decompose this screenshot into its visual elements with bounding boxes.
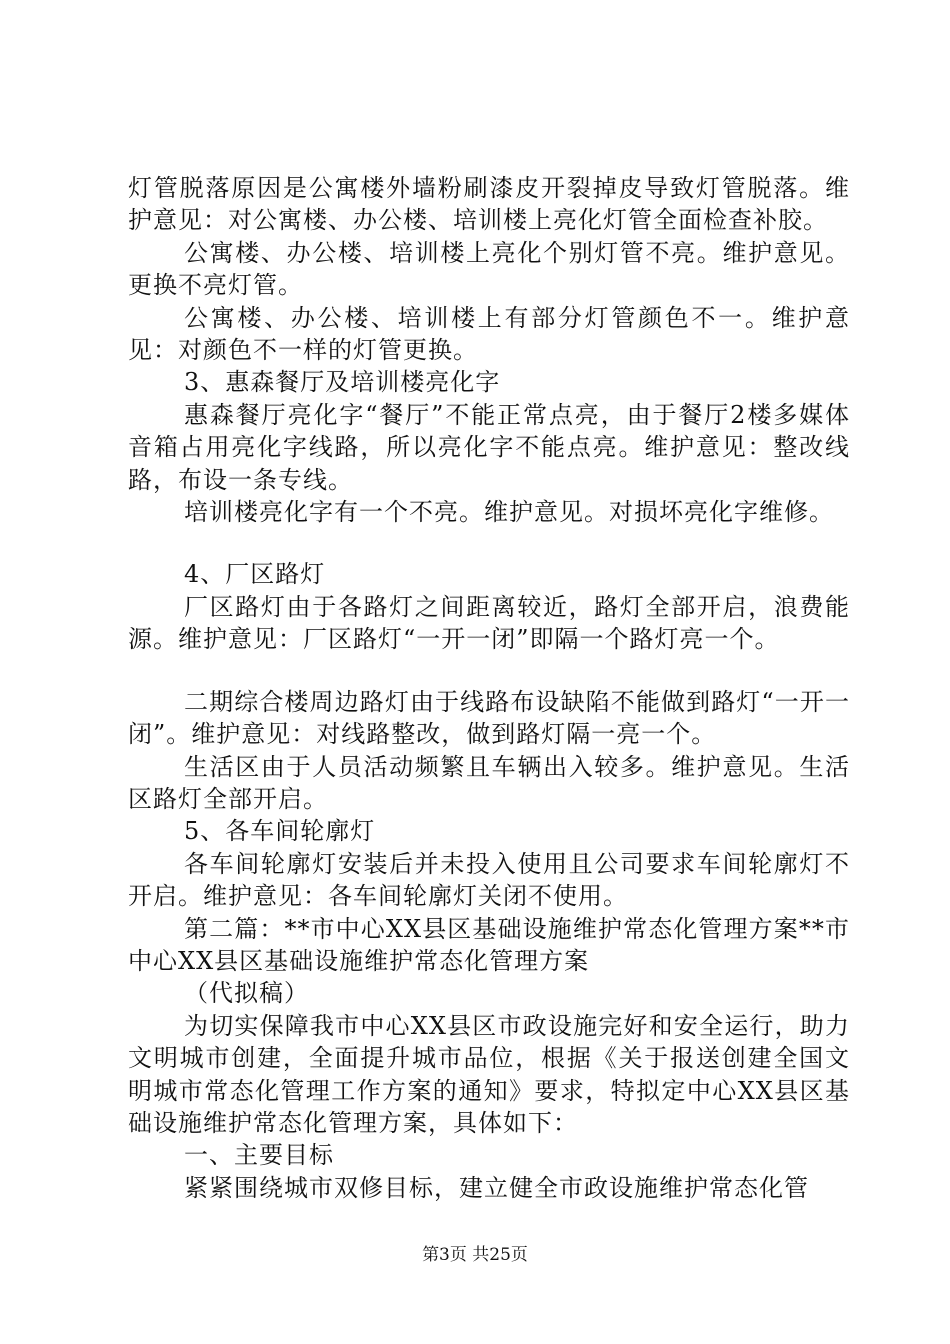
section-heading-3: 3、惠森餐厅及培训楼亮化字 [184, 368, 501, 397]
paragraph-17: 紧紧围绕城市双修目标，建立健全市政设施维护常态化管 [184, 1173, 809, 1202]
paragraph-6: 培训楼亮化字有一个不亮。维护意见。对损坏亮化字维修。 [184, 498, 834, 527]
paragraph-5: 惠森餐厅亮化字“餐厅”不能正常点亮，由于餐厅2楼多媒体音箱占用亮化字线路，所以亮化字不能点亮。维护意见：整改线路，布设一条专线。 [128, 400, 850, 494]
section-heading-5: 5、各车间轮廓灯 [184, 817, 376, 846]
document-body [128, 172, 850, 1204]
page-number-footer: 第3页 共25页 [422, 1245, 528, 1265]
draft-note: （代拟稿） [184, 979, 309, 1008]
paragraph-15: 为切实保障我市中心XX县区市政设施完好和安全运行，助力文明城市创建，全面提升城市品位，根据《关于报送创建全国文明城市常态化管理工作方案的通知》要求，特拟定中心XX县区基础设施维护常态化管理方案，具体如下： [128, 1011, 850, 1137]
paragraph-1: 灯管脱落原因是公寓楼外墙粉刷漆皮开裂掉皮导致灯管脱落。维护意见：对公寓楼、办公楼、培训楼上亮化灯管全面检查补胶。 [128, 174, 850, 235]
section-heading-main-goals: 一、主要目标 [184, 1141, 334, 1170]
paragraph-9: 二期综合楼周边路灯由于线路布设缺陷不能做到路灯“一开一闭”。维护意见：对线路整改，做到路灯隔一亮一个。 [128, 687, 850, 749]
paragraph-12: 各车间轮廓灯安装后并未投入使用且公司要求车间轮廓灯不开启。维护意见：各车间轮廓灯关闭不使用。 [128, 849, 850, 911]
paragraph-3: 公寓楼、办公楼、培训楼上有部分灯管颜色不一。维护意见：对颜色不一样的灯管更换。 [128, 303, 850, 365]
section-heading-4: 4、厂区路灯 [184, 560, 326, 589]
chapter-title: 第二篇：**市中心XX县区基础设施维护常态化管理方案**市中心XX县区基础设施维护常态化管理方案 [128, 914, 850, 975]
paragraph-10: 生活区由于人员活动频繁且车辆出入较多。维护意见。生活区路灯全部开启。 [128, 752, 850, 813]
paragraph-8: 厂区路灯由于各路灯之间距离较近，路灯全部开启，浪费能源。维护意见：厂区路灯“一开一闭”即隔一个路灯亮一个。 [128, 592, 850, 654]
paragraph-2: 公寓楼、办公楼、培训楼上亮化个别灯管不亮。维护意见。更换不亮灯管。 [128, 238, 850, 300]
